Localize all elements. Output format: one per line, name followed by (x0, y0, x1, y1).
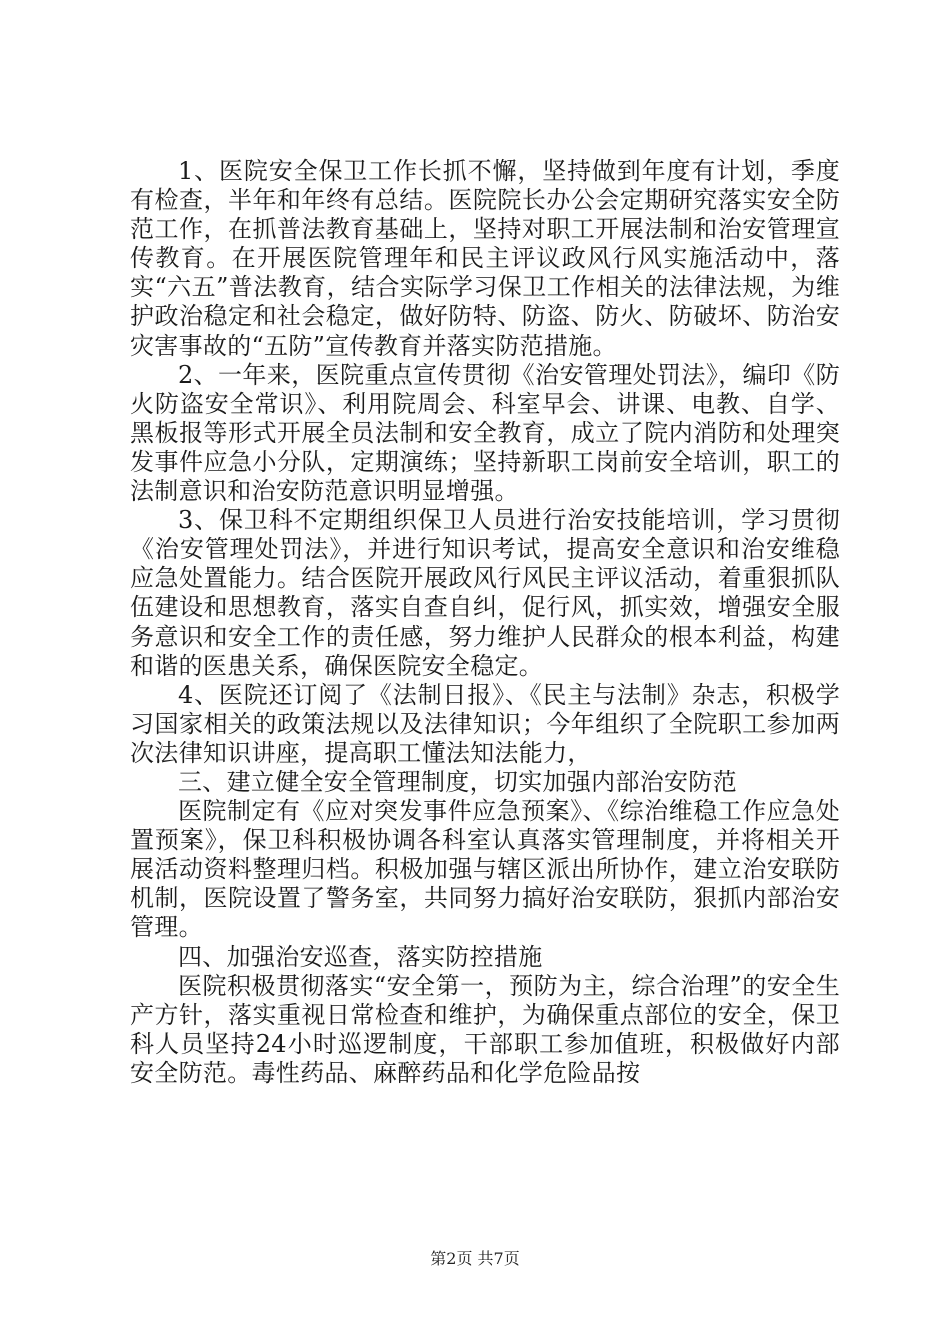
paragraph-3: 3、保卫科不定期组织保卫人员进行治安技能培训，学习贯彻《治安管理处罚法》，并进行知识考试，提高安全意识和治安维稳应急处置能力。结合医院开展政风行风民主评议活动，着重狠抓队伍建设和思想教育，落实自查自纠，促行风，抓实效，增强安全服务意识和安全工作的责任感，努力维护人民群众的根本利益，构建和谐的医患关系，确保医院安全稳定。 (130, 506, 840, 680)
document-body (130, 157, 840, 1088)
section-heading-4: 四、加强治安巡查，落实防控措施 (178, 942, 543, 971)
paragraph-6: 医院积极贯彻落实“安全第一，预防为主，综合治理”的安全生产方针，落实重视日常检查和维护，为确保重点部位的安全，保卫科人员坚持24小时巡逻制度，干部职工参加值班，积极做好内部安全防范。毒性药品、麻醉药品和化学危险品按 (130, 971, 840, 1087)
page-footer (0, 1246, 950, 1269)
paragraph-1: 1、医院安全保卫工作长抓不懈，坚持做到年度有计划，季度有检查，半年和年终有总结。医院院长办公会定期研究落实安全防范工作，在抓普法教育基础上，坚持对职工开展法制和治安管理宣传教育。在开展医院管理年和民主评议政风行风实施活动中，落实“六五”普法教育，结合实际学习保卫工作相关的法律法规，为维护政治稳定和社会稳定，做好防特、防盗、防火、防破坏、防治安灾害事故的“五防”宣传教育并落实防范措施。 (130, 157, 840, 360)
paragraph-5: 医院制定有《应对突发事件应急预案》、《综治维稳工作应急处置预案》，保卫科积极协调各科室认真落实管理制度，并将相关开展活动资料整理归档。积极加强与辖区派出所协作，建立治安联防机制，医院设置了警务室，共同努力搞好治安联防，狠抓内部治安管理。 (130, 797, 840, 942)
page-number: 第2页 共7页 (430, 1249, 520, 1268)
paragraph-2: 2、一年来，医院重点宣传贯彻《治安管理处罚法》，编印《防火防盗安全常识》、利用院周会、科室早会、讲课、电教、自学、黑板报等形式开展全员法制和安全教育，成立了院内消防和处理突发事件应急小分队，定期演练；坚持新职工岗前安全培训，职工的法制意识和治安防范意识明显增强。 (130, 360, 840, 506)
paragraph-4: 4、医院还订阅了《法制日报》、《民主与法制》杂志，积极学习国家相关的政策法规以及法律知识；今年组织了全院职工参加两次法律知识讲座，提高职工懂法知法能力， (130, 680, 840, 767)
section-heading-3: 三、建立健全安全管理制度，切实加强内部治安防范 (178, 767, 737, 796)
